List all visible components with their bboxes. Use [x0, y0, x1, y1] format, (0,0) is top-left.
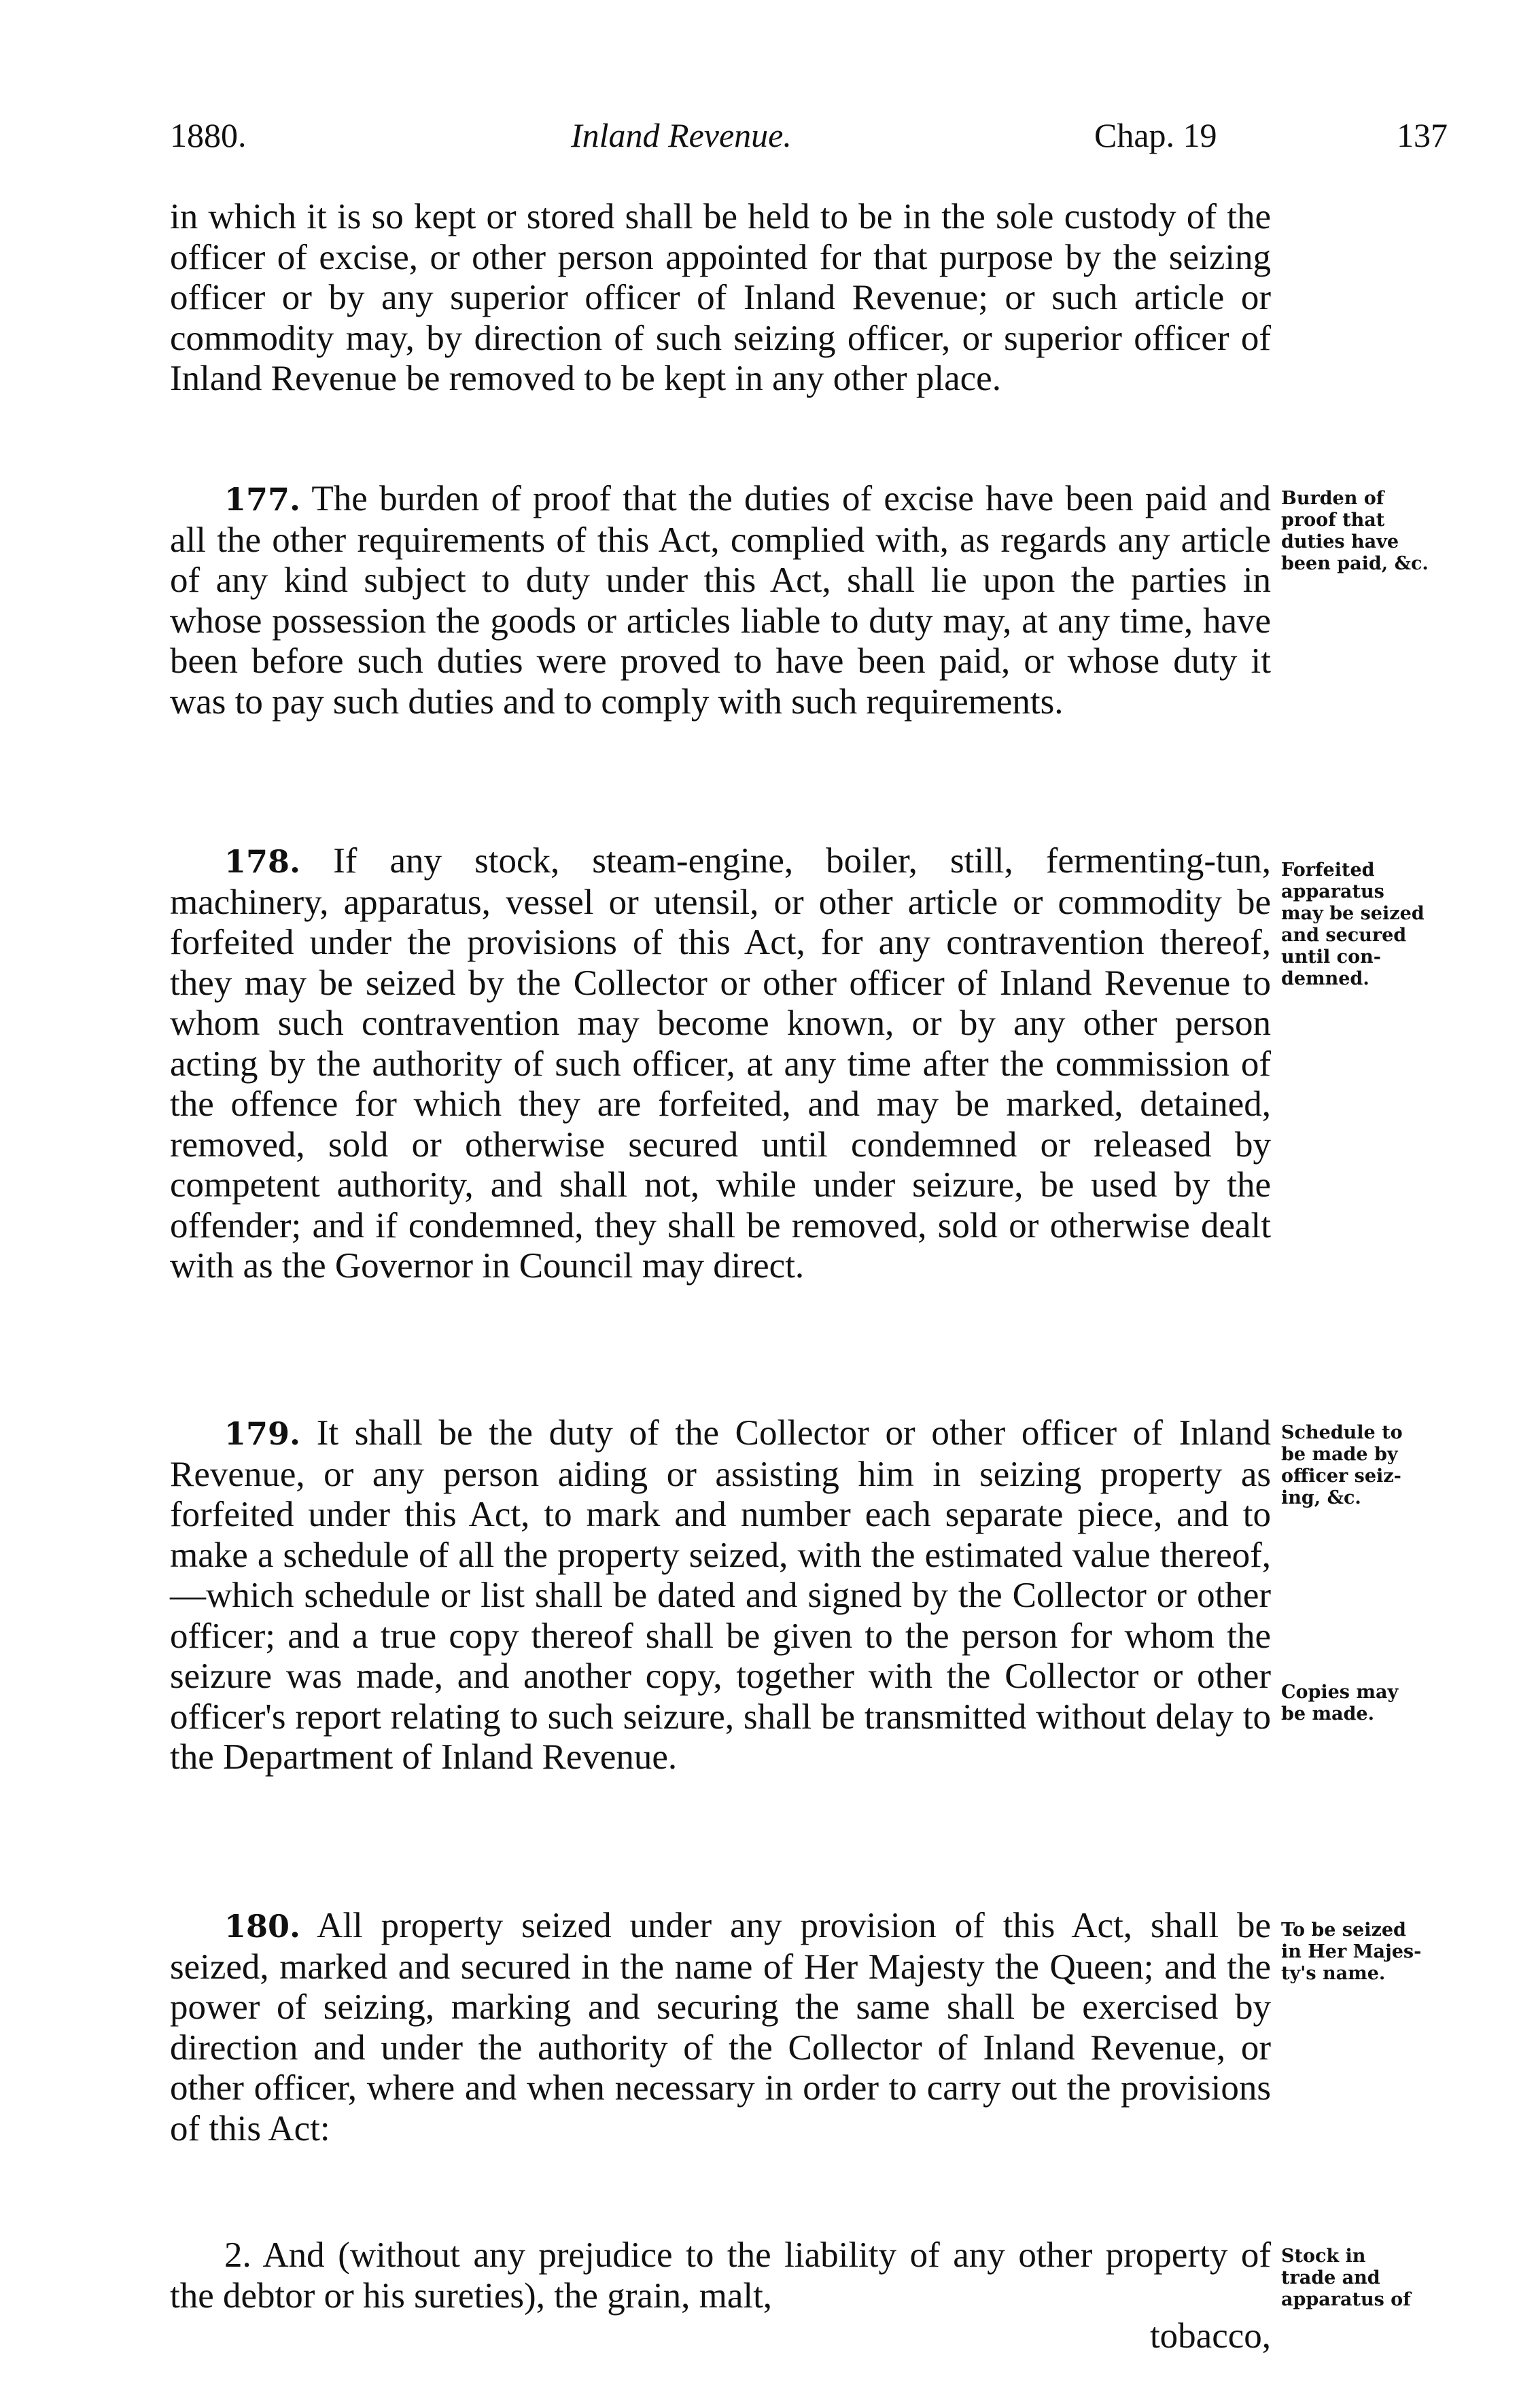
margin-note-line: apparatus — [1281, 881, 1384, 902]
margin-note-line: demned. — [1281, 968, 1369, 989]
margin-note-subsection-2 — [1281, 2246, 1485, 2311]
header-year: 1880. — [170, 116, 247, 154]
section-178 — [170, 841, 1271, 1287]
section-text: It shall be the duty of the Collector or other officer of Inland Revenue, or any person aiding or assisting him in seizing property as forfeited under this Act, to mark and number each separate piece, and to make a schedule of all the property seized, with the estimated value thereof,—which schedule or list shall be dated and signed by the Collector or other officer; and a true copy thereof shall be given to the person for whom the seizure was made, and another copy, together with the Collector or other officer's report relating to such seizure, shall be transmitted without delay to the Department of Inland Revenue. — [170, 1413, 1272, 1777]
header-chapter: Chap. 19 — [1094, 116, 1217, 154]
header-page-number: 137 — [1397, 116, 1448, 154]
section-number: 179. — [224, 1415, 301, 1452]
section-text: If any stock, steam-engine, boiler, still, fermenting-tun, machinery, apparatus, vessel or utensil, or other article or commodity be forfeited under the provisions of this Act, for any contravention thereof, they may be seized by the Collector or other officer of Inland Revenue to whom such contravention may become known, or by any other person acting by the authority of such officer, at any time after the commission of the offence for which they are forfeited, and may be marked, detained, removed, sold or otherwise secured until condemned or released by competent authority, and shall not, while under seizure, be used by the offender; and if condemned, they shall be removed, sold or otherwise dealt with as the Governor in Council may direct. — [170, 841, 1271, 1286]
margin-note-line: To be seized — [1281, 1919, 1406, 1941]
section-179 — [170, 1413, 1271, 1778]
margin-note-line: until con- — [1281, 946, 1381, 968]
margin-note-line: and secured — [1281, 925, 1407, 946]
margin-note-177 — [1281, 488, 1485, 575]
continuation-paragraph — [170, 197, 1271, 400]
margin-note-line: be made. — [1281, 1703, 1374, 1724]
margin-note-line: trade and — [1281, 2267, 1380, 2288]
margin-note-line: Schedule to — [1281, 1422, 1403, 1443]
margin-note-179 — [1281, 1422, 1485, 1509]
margin-note-line: ty's name. — [1281, 1963, 1386, 1984]
margin-note-line: Burden of — [1281, 488, 1384, 509]
margin-note-178 — [1281, 860, 1485, 990]
margin-note-line: may be seized — [1281, 903, 1425, 924]
subsection-number: 2. — [224, 2235, 251, 2275]
section-177 — [170, 479, 1271, 722]
section-text: All property seized under any provision of this Act, shall be seized, marked and secured in the name of Her Majesty the Queen; and the power of seizing, marking and securing the same shall be exercised by direction and under the authority of the Collector of Inland Revenue, or other officer, where and when necessary in order to carry out the provisions of this Act: — [170, 1906, 1271, 2148]
margin-note-line: Copies may — [1281, 1682, 1399, 1703]
section-number: 177. — [224, 481, 301, 518]
section-number: 178. — [224, 843, 301, 880]
continuation-text: in which it is so kept or stored shall be held to be in the sole custody of the officer of excise, or other person appointed for that purpose by the seizing officer or by any superior officer of Inland Revenue; or such article or commodity may, by direction of such seizing officer, or superior officer of Inland Revenue be removed to be kept in any other place. — [170, 197, 1271, 398]
header-title: Inland Revenue. — [571, 116, 792, 154]
margin-note-line: Stock in — [1281, 2246, 1366, 2267]
margin-note-179-copies — [1281, 1682, 1485, 1725]
subsection-last-line: tobacco, — [1149, 2316, 1271, 2356]
subsection-2 — [170, 2235, 1271, 2357]
running-header — [170, 116, 1448, 163]
section-number: 180. — [224, 1908, 301, 1945]
section-text: The burden of proof that the duties of excise have been paid and all the other requirements of this Act, complied with, as regards any article of any kind subject to duty under this Act, shall lie upon the parties in whose possession the goods or articles liable to duty may, at any time, have been before such duties were proved to have been paid, or whose duty it was to pay such duties and to comply with such requirements. — [170, 479, 1271, 722]
margin-note-line: duties have — [1281, 531, 1399, 552]
margin-note-line: proof that — [1281, 510, 1385, 531]
margin-note-line: apparatus of — [1281, 2289, 1411, 2310]
margin-note-line: ing, &c. — [1281, 1487, 1361, 1508]
subsection-text: And (without any prejudice to the liability of any other property of the debtor or his sureties), the grain, malt, — [170, 2235, 1272, 2316]
margin-note-line: been paid, &c. — [1281, 553, 1429, 574]
margin-note-line: be made by — [1281, 1444, 1398, 1465]
margin-note-line: in Her Majes- — [1281, 1941, 1422, 1962]
section-180 — [170, 1906, 1271, 2149]
margin-note-line: Forfeited — [1281, 860, 1375, 881]
margin-note-180 — [1281, 1919, 1485, 1985]
margin-note-line: officer seiz- — [1281, 1466, 1401, 1487]
